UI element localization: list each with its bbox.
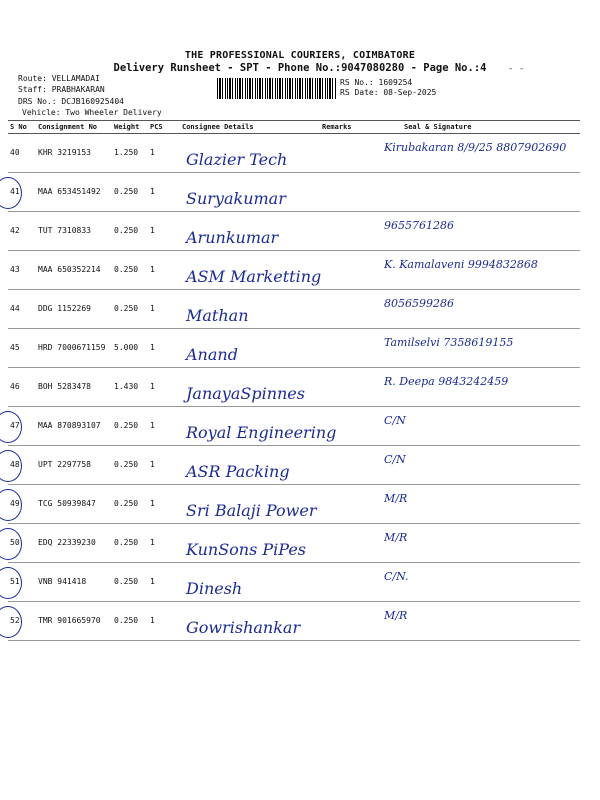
- remarks-cell: [320, 446, 374, 485]
- company-title: THE PROFESSIONAL COURIERS, COIMBATORE: [184, 50, 416, 61]
- col-seal: Seal & Signature: [374, 121, 580, 134]
- pcs-cell: 1: [148, 524, 180, 563]
- weight-cell: 0.250: [112, 446, 148, 485]
- sno-value: 44: [10, 304, 20, 313]
- consignee-handwritten: ASR Packing: [186, 462, 290, 481]
- signature-handwritten: 8056599286: [384, 297, 454, 310]
- signature-cell: [374, 563, 580, 602]
- sno-cell: [8, 485, 36, 524]
- consignment-cell: MAA 653451492: [36, 173, 112, 212]
- sno-cell: [8, 524, 36, 563]
- weight-cell: 5.000: [112, 329, 148, 368]
- pcs-cell: 1: [148, 251, 180, 290]
- consignee-cell: [180, 173, 320, 212]
- signature-cell: [374, 602, 580, 641]
- pcs-cell: 1: [148, 290, 180, 329]
- consignee-cell: [180, 485, 320, 524]
- weight-cell: 0.250: [112, 212, 148, 251]
- weight-cell: 0.250: [112, 524, 148, 563]
- signature-handwritten: R. Deepa 9843242459: [384, 375, 509, 388]
- remarks-cell: [320, 563, 374, 602]
- rs-number: RS No.: 1609254: [340, 78, 413, 87]
- col-consignee: Consignee Details: [180, 121, 320, 134]
- col-pcs: PCS: [148, 121, 180, 134]
- table-row: [8, 368, 580, 407]
- consignment-cell: TUT 7310833: [36, 212, 112, 251]
- remarks-cell: [320, 251, 374, 290]
- signature-cell: [374, 368, 580, 407]
- signature-cell: [374, 524, 580, 563]
- consignee-handwritten: Suryakumar: [186, 189, 286, 208]
- weight-cell: 0.250: [112, 485, 148, 524]
- consignee-cell: [180, 212, 320, 251]
- table-row: [8, 407, 580, 446]
- signature-handwritten: K. Kamalaveni 9994832868: [384, 258, 538, 271]
- signature-cell: [374, 290, 580, 329]
- pcs-cell: 1: [148, 407, 180, 446]
- signature-handwritten: Tamilselvi 7358619155: [384, 336, 514, 349]
- consignee-handwritten: JanayaSpinnes: [186, 384, 305, 403]
- signature-handwritten: M/R: [384, 492, 408, 505]
- signature-handwritten: M/R: [384, 609, 408, 622]
- consignee-cell: [180, 602, 320, 641]
- weight-cell: 0.250: [112, 173, 148, 212]
- table-row: [8, 134, 580, 173]
- consignment-cell: BOH 5283478: [36, 368, 112, 407]
- consignment-cell: MAA 650352214: [36, 251, 112, 290]
- consignee-cell: [180, 368, 320, 407]
- weight-cell: 1.430: [112, 368, 148, 407]
- sno-value: 42: [10, 226, 20, 235]
- route-label: Route: VELLAMADAI: [18, 74, 100, 83]
- table-row: [8, 329, 580, 368]
- signature-cell: [374, 407, 580, 446]
- sno-value: 43: [10, 265, 20, 274]
- consignee-handwritten: Royal Engineering: [186, 423, 337, 442]
- table-row: [8, 524, 580, 563]
- pcs-cell: 1: [148, 563, 180, 602]
- consignee-cell: [180, 329, 320, 368]
- remarks-cell: [320, 134, 374, 173]
- rs-date: RS Date: 08-Sep-2025: [340, 88, 437, 97]
- col-sno: S No: [8, 121, 36, 134]
- consignee-handwritten: Glazier Tech: [186, 150, 288, 169]
- table-row: [8, 602, 580, 641]
- signature-cell: [374, 134, 580, 173]
- pcs-cell: 1: [148, 173, 180, 212]
- signature-cell: [374, 485, 580, 524]
- staff-label: Staff: PRABHAKARAN: [18, 85, 105, 94]
- col-consignment: Consignment No: [36, 121, 112, 134]
- pcs-cell: 1: [148, 329, 180, 368]
- signature-handwritten: Kirubakaran 8/9/25 8807902690: [384, 141, 567, 154]
- pcs-cell: 1: [148, 602, 180, 641]
- pcs-cell: 1: [148, 134, 180, 173]
- table-row: [8, 290, 580, 329]
- weight-cell: 0.250: [112, 251, 148, 290]
- consignment-cell: MAA 870893107: [36, 407, 112, 446]
- table-row: [8, 446, 580, 485]
- sno-value: 52: [10, 616, 20, 625]
- signature-cell: [374, 446, 580, 485]
- weight-cell: 0.250: [112, 602, 148, 641]
- sno-value: 40: [10, 148, 20, 157]
- consignee-cell: [180, 524, 320, 563]
- rs-info: [340, 78, 436, 98]
- consignee-cell: [180, 446, 320, 485]
- consignee-cell: [180, 563, 320, 602]
- table-row: [8, 173, 580, 212]
- consignment-cell: DDG 1152269: [36, 290, 112, 329]
- sno-cell: [8, 602, 36, 641]
- table-row: [8, 251, 580, 290]
- runsheet-subtitle: Delivery Runsheet - SPT - Phone No.:9047080280 - Page No.:4: [113, 62, 487, 74]
- remarks-cell: [320, 485, 374, 524]
- signature-cell: [374, 173, 580, 212]
- runsheet-table: [8, 120, 580, 641]
- col-remarks: Remarks: [320, 121, 374, 134]
- remarks-cell: [320, 524, 374, 563]
- consignment-cell: TCG 50939847: [36, 485, 112, 524]
- sno-value: 50: [10, 538, 20, 547]
- sno-cell: [8, 251, 36, 290]
- consignee-cell: [180, 407, 337, 446]
- sno-value: 48: [10, 460, 20, 469]
- sno-value: 45: [10, 343, 20, 352]
- consignee-cell: [180, 251, 320, 290]
- pcs-cell: 1: [148, 212, 180, 251]
- vehicle-label: Vehicle: Two Wheeler Delivery: [22, 108, 162, 117]
- consignee-handwritten: Sri Balaji Power: [186, 501, 317, 520]
- barcode-image: [217, 78, 337, 99]
- table-row: [8, 563, 580, 602]
- signature-handwritten: C/N.: [384, 570, 409, 583]
- pcs-cell: 1: [148, 368, 180, 407]
- consignment-cell: VNB 941418: [36, 563, 112, 602]
- drs-label: DRS No.: DCJB160925404: [18, 97, 124, 106]
- consignee-handwritten: Gowrishankar: [186, 618, 301, 637]
- consignment-cell: TMR 901665970: [36, 602, 112, 641]
- circle-mark-icon: [0, 411, 22, 443]
- consignment-cell: HRD 7000671159: [36, 329, 112, 368]
- signature-cell: [374, 212, 580, 251]
- sno-cell: [8, 212, 36, 251]
- sno-value: 41: [10, 187, 20, 196]
- consignee-handwritten: Dinesh: [186, 579, 243, 598]
- sno-cell: [8, 446, 36, 485]
- signature-handwritten: M/R: [384, 531, 408, 544]
- sno-cell: [8, 173, 36, 212]
- sno-value: 47: [10, 421, 20, 430]
- circle-mark-icon: [0, 606, 22, 638]
- signature-cell: [374, 251, 580, 290]
- table-header-row: [8, 121, 580, 134]
- remarks-cell: [320, 173, 374, 212]
- consignee-handwritten: Mathan: [186, 306, 249, 325]
- weight-cell: 0.250: [112, 290, 148, 329]
- pcs-cell: 1: [148, 485, 180, 524]
- circle-mark-icon: [0, 567, 22, 599]
- sno-cell: [8, 407, 36, 446]
- corner-marks: - -: [508, 64, 525, 74]
- weight-cell: 0.250: [112, 563, 148, 602]
- sno-cell: [8, 290, 36, 329]
- sno-cell: [8, 563, 36, 602]
- remarks-cell: [320, 602, 374, 641]
- consignee-cell: [180, 134, 320, 173]
- signature-handwritten: C/N: [384, 453, 406, 466]
- consignee-cell: [180, 290, 320, 329]
- signature-cell: [374, 329, 580, 368]
- consignee-handwritten: ASM Marketting: [186, 267, 322, 286]
- consignment-cell: KHR 3219153: [36, 134, 112, 173]
- consignment-cell: UPT 2297758: [36, 446, 112, 485]
- signature-handwritten: C/N: [384, 414, 406, 427]
- consignee-handwritten: Arunkumar: [186, 228, 279, 247]
- consignee-handwritten: KunSons PiPes: [186, 540, 307, 559]
- sno-cell: [8, 329, 36, 368]
- circle-mark-icon: [0, 489, 22, 521]
- signature-handwritten: 9655761286: [384, 219, 454, 232]
- pcs-cell: 1: [148, 446, 180, 485]
- sno-cell: [8, 368, 36, 407]
- circle-mark-icon: [0, 528, 22, 560]
- remarks-cell: [320, 329, 374, 368]
- sno-cell: [8, 134, 36, 173]
- remarks-cell: [320, 290, 374, 329]
- weight-cell: 1.250: [112, 134, 148, 173]
- table-row: [8, 212, 580, 251]
- consignment-cell: EDQ 22339230: [36, 524, 112, 563]
- weight-cell: 0.250: [112, 407, 148, 446]
- remarks-cell: [320, 368, 374, 407]
- sno-value: 46: [10, 382, 20, 391]
- circle-mark-icon: [0, 177, 22, 209]
- sno-value: 49: [10, 499, 20, 508]
- consignee-handwritten: Anand: [186, 345, 238, 364]
- table-row: [8, 485, 580, 524]
- sno-value: 51: [10, 577, 20, 586]
- col-weight: Weight: [112, 121, 148, 134]
- remarks-cell: [320, 212, 374, 251]
- circle-mark-icon: [0, 450, 22, 482]
